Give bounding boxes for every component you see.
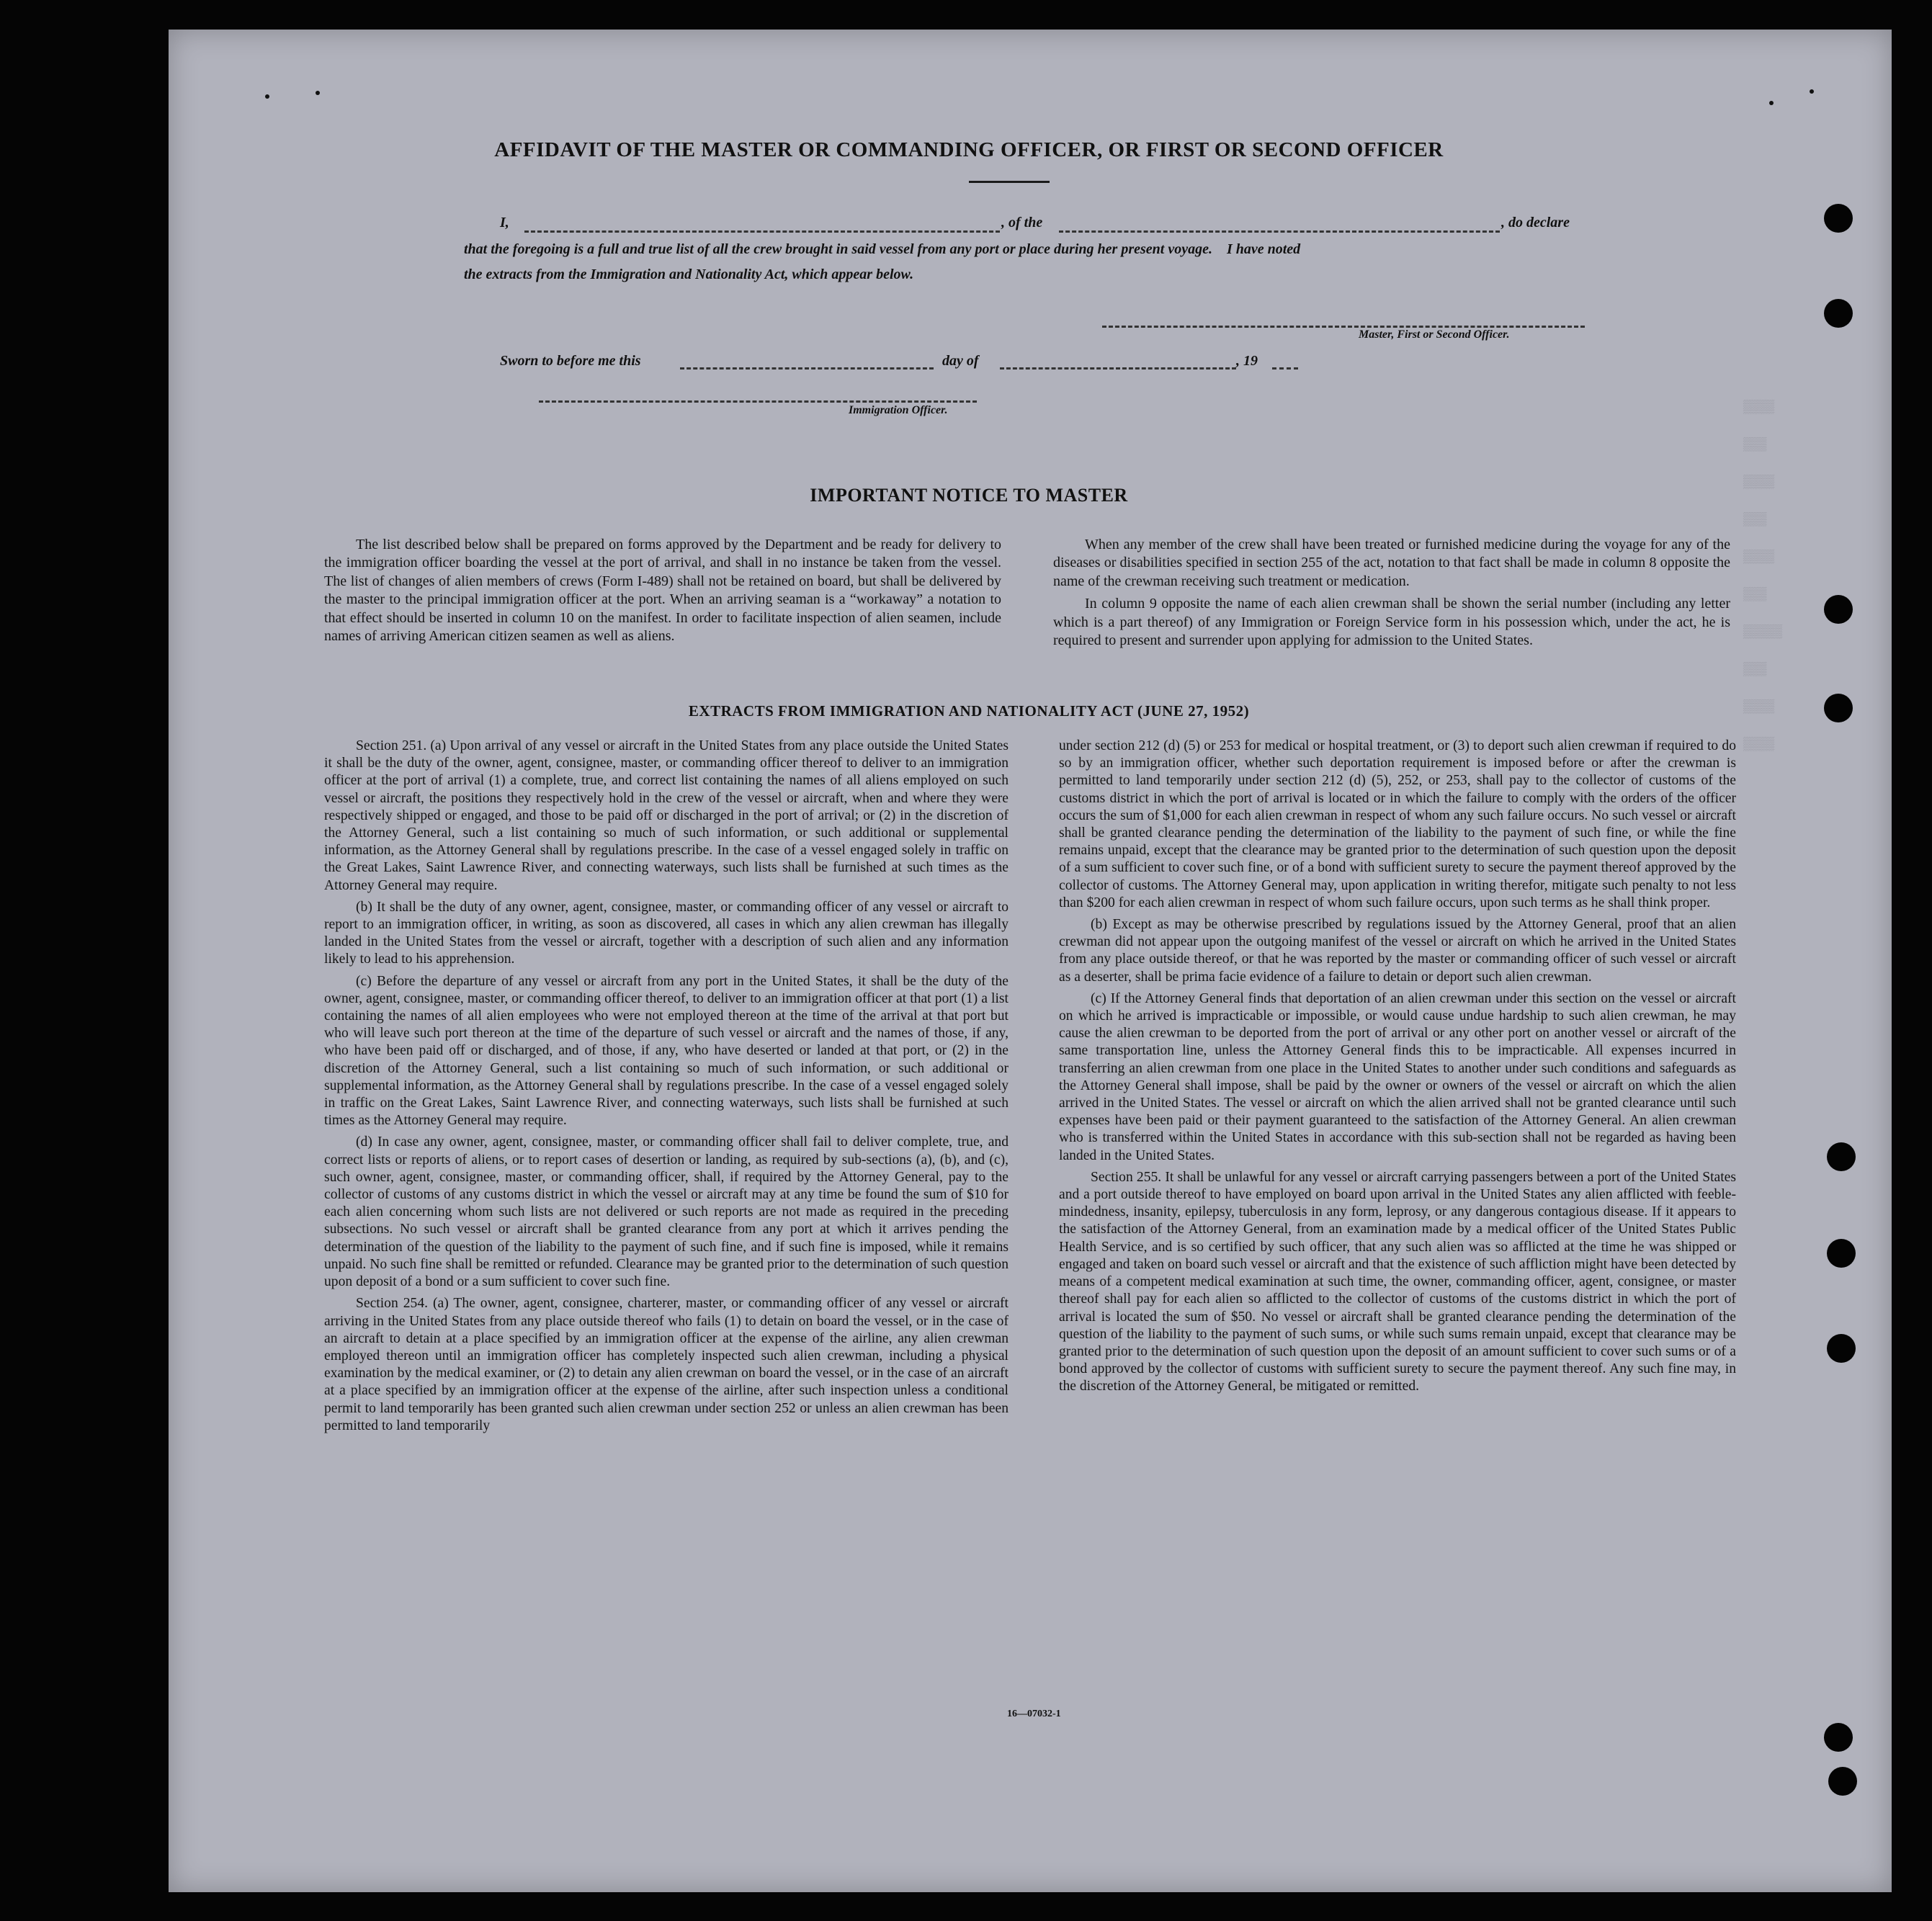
affidavit-title: AFFIDAVIT OF THE MASTER OR COMMANDING OFFICER, OR FIRST OR SECOND OFFICER — [494, 138, 1444, 161]
punch-hole — [1824, 204, 1853, 233]
sworn-year-blank[interactable] — [1272, 367, 1298, 370]
section-251-c: (c) Before the departure of any vessel or aircraft from any port in the United States, it shall be the duty of the owner, agent, consignee, master, or commanding officer thereof, to deliver to an immigration officer at that port (1) a list containing the names of all alien employees who were not employed thereon at the time of the arrival at that port but who will leave such port thereon at the time of the departure of such vessel or aircraft and the names of those, if any, who have been paid off or discharged, and of those, if any, who have deserted or landed at that port, or (2) in the discretion of the Attorney General, such a list containing so much of such information, or such additional or supplemental information, as the Attorney General shall by regulations prescribe. In the case of a vessel engaged solely in traffic on the Great Lakes, Saint Lawrence River, and connecting waterways, such lists shall be furnished at such times as the Attorney General may require. — [324, 973, 1009, 1129]
punch-hole — [1824, 694, 1853, 722]
extracts-left-column — [324, 738, 1009, 1439]
notice-right-column — [1053, 536, 1730, 654]
section-254-a: Section 254. (a) The owner, agent, consignee, charterer, master, or commanding officer of any vessel or aircraft arriving in the United States from any place outside thereof who fails (1) to detain on board the vessel, or in the case of an aircraft to detain at a place specified by an immigration officer at the expense of the airline, any alien crewman employed thereon until an immigration officer has completely inspected such alien crewman, including a physical examination by the medical examiner, or (2) to detain any alien crewman on board the vessel, or in the case of an aircraft at a place specified by an immigration officer at the expense of the airline, after such inspection unless a conditional permit to land temporarily has been granted such alien crewman under section 252 or unless an alien crewman has been permitted to land temporarily — [324, 1296, 1009, 1433]
notice-title: IMPORTANT NOTICE TO MASTER — [810, 485, 1128, 506]
punch-hole — [1827, 1142, 1856, 1171]
speck — [265, 94, 269, 99]
name-blank[interactable] — [524, 230, 1000, 233]
declaration-line-2: that the foregoing is a full and true list of all the crew brought in said vessel from any port or place during her present voyage. I have noted — [464, 241, 1301, 257]
vessel-blank[interactable] — [1059, 230, 1500, 233]
affidavit-i-label: I, — [500, 215, 509, 230]
sworn-label: Sworn to before me this — [500, 353, 641, 369]
master-signature-line[interactable] — [1102, 326, 1585, 328]
title-underline — [969, 181, 1050, 183]
notice-right-paragraph-1: When any member of the crew shall have been treated or furnished medicine during the voyage for any of the diseases or disabilities specified in section 255 of the act, notation to that fact shall be made in column 8 opposite the name of the crewman receiving such treatment or medication. — [1053, 537, 1730, 589]
extracts-title: EXTRACTS FROM IMMIGRATION AND NATIONALITY ACT (JUNE 27, 1952) — [688, 702, 1250, 720]
sworn-month-blank[interactable] — [1000, 367, 1236, 370]
of-the-label: , of the — [1001, 215, 1043, 230]
notice-right-paragraph-2: In column 9 opposite the name of each alien crewman shall be shown the serial number (including any letter which is a part thereof) of any Immigration or Foreign Service form in his possession which, under the act, he is required to present and surrender upon applying for admission to the United States. — [1053, 596, 1730, 649]
print-code: 16—07032-1 — [1007, 1709, 1061, 1719]
section-254-b: (b) Except as may be otherwise prescribed by regulations issued by the Attorney General, proof that an alien crewman did not appear upon the outgoing manifest of the vessel or aircraft on which he arrived in the United States from any place outside thereof, or that he was reported by the master or commanding officer of such vessel or aircraft as a deserter, shall be prima facie evidence of a failure to detain or deport such alien crewman. — [1059, 917, 1736, 985]
section-254-a-continued: under section 212 (d) (5) or 253 for medical or hospital treatment, or (3) to deport such alien crewman if required to do so by an immigration officer, whether such deportation requirement is imposed before or after the crewman is permitted to land temporarily under section 212 (d) (5), 252, or 253, shall pay to the collector of customs of the customs district in which the port of arrival is located or in which the failure to comply with the orders of the officer occurs the sum of $1,000 for each alien crewman in respect of whom any such failure occurs. No such vessel or aircraft shall be granted clearance pending the determination of the liability to the payment of such fine, or while the fine remains unpaid, except that the clearance may be granted prior to the determination of such question upon the deposit of a sum sufficient to cover such fine, or of a bond with sufficient surety to secure the payment thereof approved by the collector of customs. The Attorney General may, upon application in writing therefor, mitigate such penalty to not less than $200 for each alien crewman in respect of whom such failure occurs, upon such terms as he shall think proper. — [1059, 738, 1736, 910]
immigration-officer-caption: Immigration Officer. — [849, 404, 948, 416]
section-251-b: (b) It shall be the duty of any owner, agent, consignee, master, or commanding officer of any vessel or aircraft to report to an immigration officer, in writing, as soon as discovered, all cases in which any alien crewman has illegally landed in the United States from the vessel or aircraft, together with a description of such alien and any information likely to lead to his apprehension. — [324, 899, 1009, 967]
speck — [1769, 101, 1774, 105]
section-254-c: (c) If the Attorney General finds that deportation of an alien crewman under this section on the vessel or aircraft on which he arrived is impracticable or impossible, or would cause undue hardship to such alien crewman, he may cause the alien crewman to be deported from the port of arrival or any other port on another vessel or aircraft of the same transportation line, unless the Attorney General finds this to be impracticable. All expenses incurred in transferring an alien crewman from one place in the United States to another under such conditions and safeguards as the Attorney General shall impose, shall be paid by the owner or owners of the vessel or aircraft on which the alien arrived in the United States. The vessel or aircraft on which the alien arrived shall not be granted clearance until such expenses have been paid or their payment guaranteed to the satisfaction of the Attorney General. An alien crewman who is transferred within the United States in accordance with this sub-section shall not be regarded as having been landed in the United States. — [1059, 990, 1736, 1163]
immigration-officer-line[interactable] — [539, 400, 977, 403]
punch-hole — [1827, 1239, 1856, 1268]
day-of-label: day of — [942, 353, 979, 369]
extracts-right-column — [1059, 738, 1736, 1400]
punch-hole — [1824, 595, 1853, 624]
master-signature-caption: Master, First or Second Officer. — [1359, 328, 1510, 341]
notice-left-paragraph: The list described below shall be prepared on forms approved by the Department and be ready for delivery to the immigration officer boarding the vessel at the port of arrival, and shall in no instance be taken from the vessel. The list of changes of alien members of crews (Form I-489) shall not be retained on board, but shall be delivered by the master to the principal immigration officer at the port. When an arriving seaman is a “workaway” a notation to that effect should be inserted in column 10 on the manifest. In order to facilitate inspection of alien seamen, include names of arriving American citizen seamen as well as aliens. — [324, 537, 1001, 645]
punch-hole — [1824, 299, 1853, 328]
section-255: Section 255. It shall be unlawful for any vessel or aircraft carrying passengers between a port of the United States and a port outside thereof to have employed on board upon arrival in the United States any alien afflicted with feeble-mindedness, insanity, epilepsy, tuberculosis in any form, leprosy, or any dangerous contagious disease. If it appears to the satisfaction of the Attorney General, from an examination made by a medical officer of the United States Public Health Service, and is so certified by such officer, that any such alien was so afflicted at the time he was shipped or engaged and taken on board such vessel or aircraft and that the existence of such affliction might have been detected by means of a competent medical examination at such time, the owner, commanding officer, agent, consignee, or master thereof shall pay for each alien so afflicted to the collector of customs of the customs district in which the port of arrival is located the sum of $50. No vessel or aircraft shall be granted clearance pending the determination of the question of the liability to the payment of such sums, or while such sums remain unpaid, except that clearance may be granted prior to the determination of such question upon the deposit of an amount sufficient to cover such sums or of a bond approved by the collector of customs with sufficient surety to secure the payment thereof. Any such fine may, in the discretion of the Attorney General, be mitigated or remitted. — [1059, 1169, 1736, 1394]
year-label: , 19 — [1236, 353, 1258, 369]
speck — [316, 91, 320, 95]
do-declare-label: , do declare — [1501, 215, 1570, 230]
bleed-through-text: ▒▒▒▒ ▒▒▒ ▒▒▒▒ ▒▒▒ ▒▒▒▒ ▒▒▒ ▒▒▒▒▒ ▒▒▒ ▒▒▒▒ ▒▒▒▒ — [1743, 400, 1783, 752]
punch-hole — [1828, 1767, 1857, 1796]
speck — [1810, 89, 1814, 94]
punch-hole — [1827, 1334, 1856, 1363]
declaration-line-3: the extracts from the Immigration and Nationality Act, which appear below. — [464, 267, 914, 282]
section-251-a: Section 251. (a) Upon arrival of any vessel or aircraft in the United States from any place outside the United States it shall be the duty of the owner, agent, consignee, master, or commanding officer thereof to deliver to an immigration officer at the port of arrival (1) a complete, true, and correct list containing the names of all aliens employed on such vessel or aircraft, the positions they respectively hold in the crew of the vessel or aircraft, when and where they were respectively shipped or engaged, and those to be paid off or discharged in the port of arrival; or (2) in the discretion of the Attorney General, such a list containing so much of such information, or such additional or supplemental information, as the Attorney General shall by regulations prescribe. In the case of a vessel engaged solely in traffic on the Great Lakes, Saint Lawrence River, and connecting waterways, such lists shall be furnished at such times as the Attorney General may require. — [324, 738, 1009, 893]
sworn-day-blank[interactable] — [680, 367, 934, 370]
punch-hole — [1824, 1723, 1853, 1752]
notice-left-column — [324, 536, 1001, 650]
section-251-d: (d) In case any owner, agent, consignee, master, or commanding officer shall fail to deliver complete, true, and correct lists or reports of aliens, or to report cases of desertion or landing, as required by sub-sections (a), (b), and (c), such owner, agent, consignee, master, or commanding officer, shall, if required by the Attorney General, pay to the collector of customs of any customs district in which the vessel or aircraft may at any time be found the sum of $10 for each alien concerning whom such lists are not delivered or such reports are not made as required in the preceding subsections. No such vessel or aircraft shall be granted clearance from any port at which it arrives pending the determination of the question of the liability to the payment of such fine, and if such fine is imposed, while it remains unpaid. No such fine shall be remitted or refunded. Clearance may be granted prior to the determination of such question upon deposit of a bond or a sum sufficient to cover such fine. — [324, 1134, 1009, 1290]
